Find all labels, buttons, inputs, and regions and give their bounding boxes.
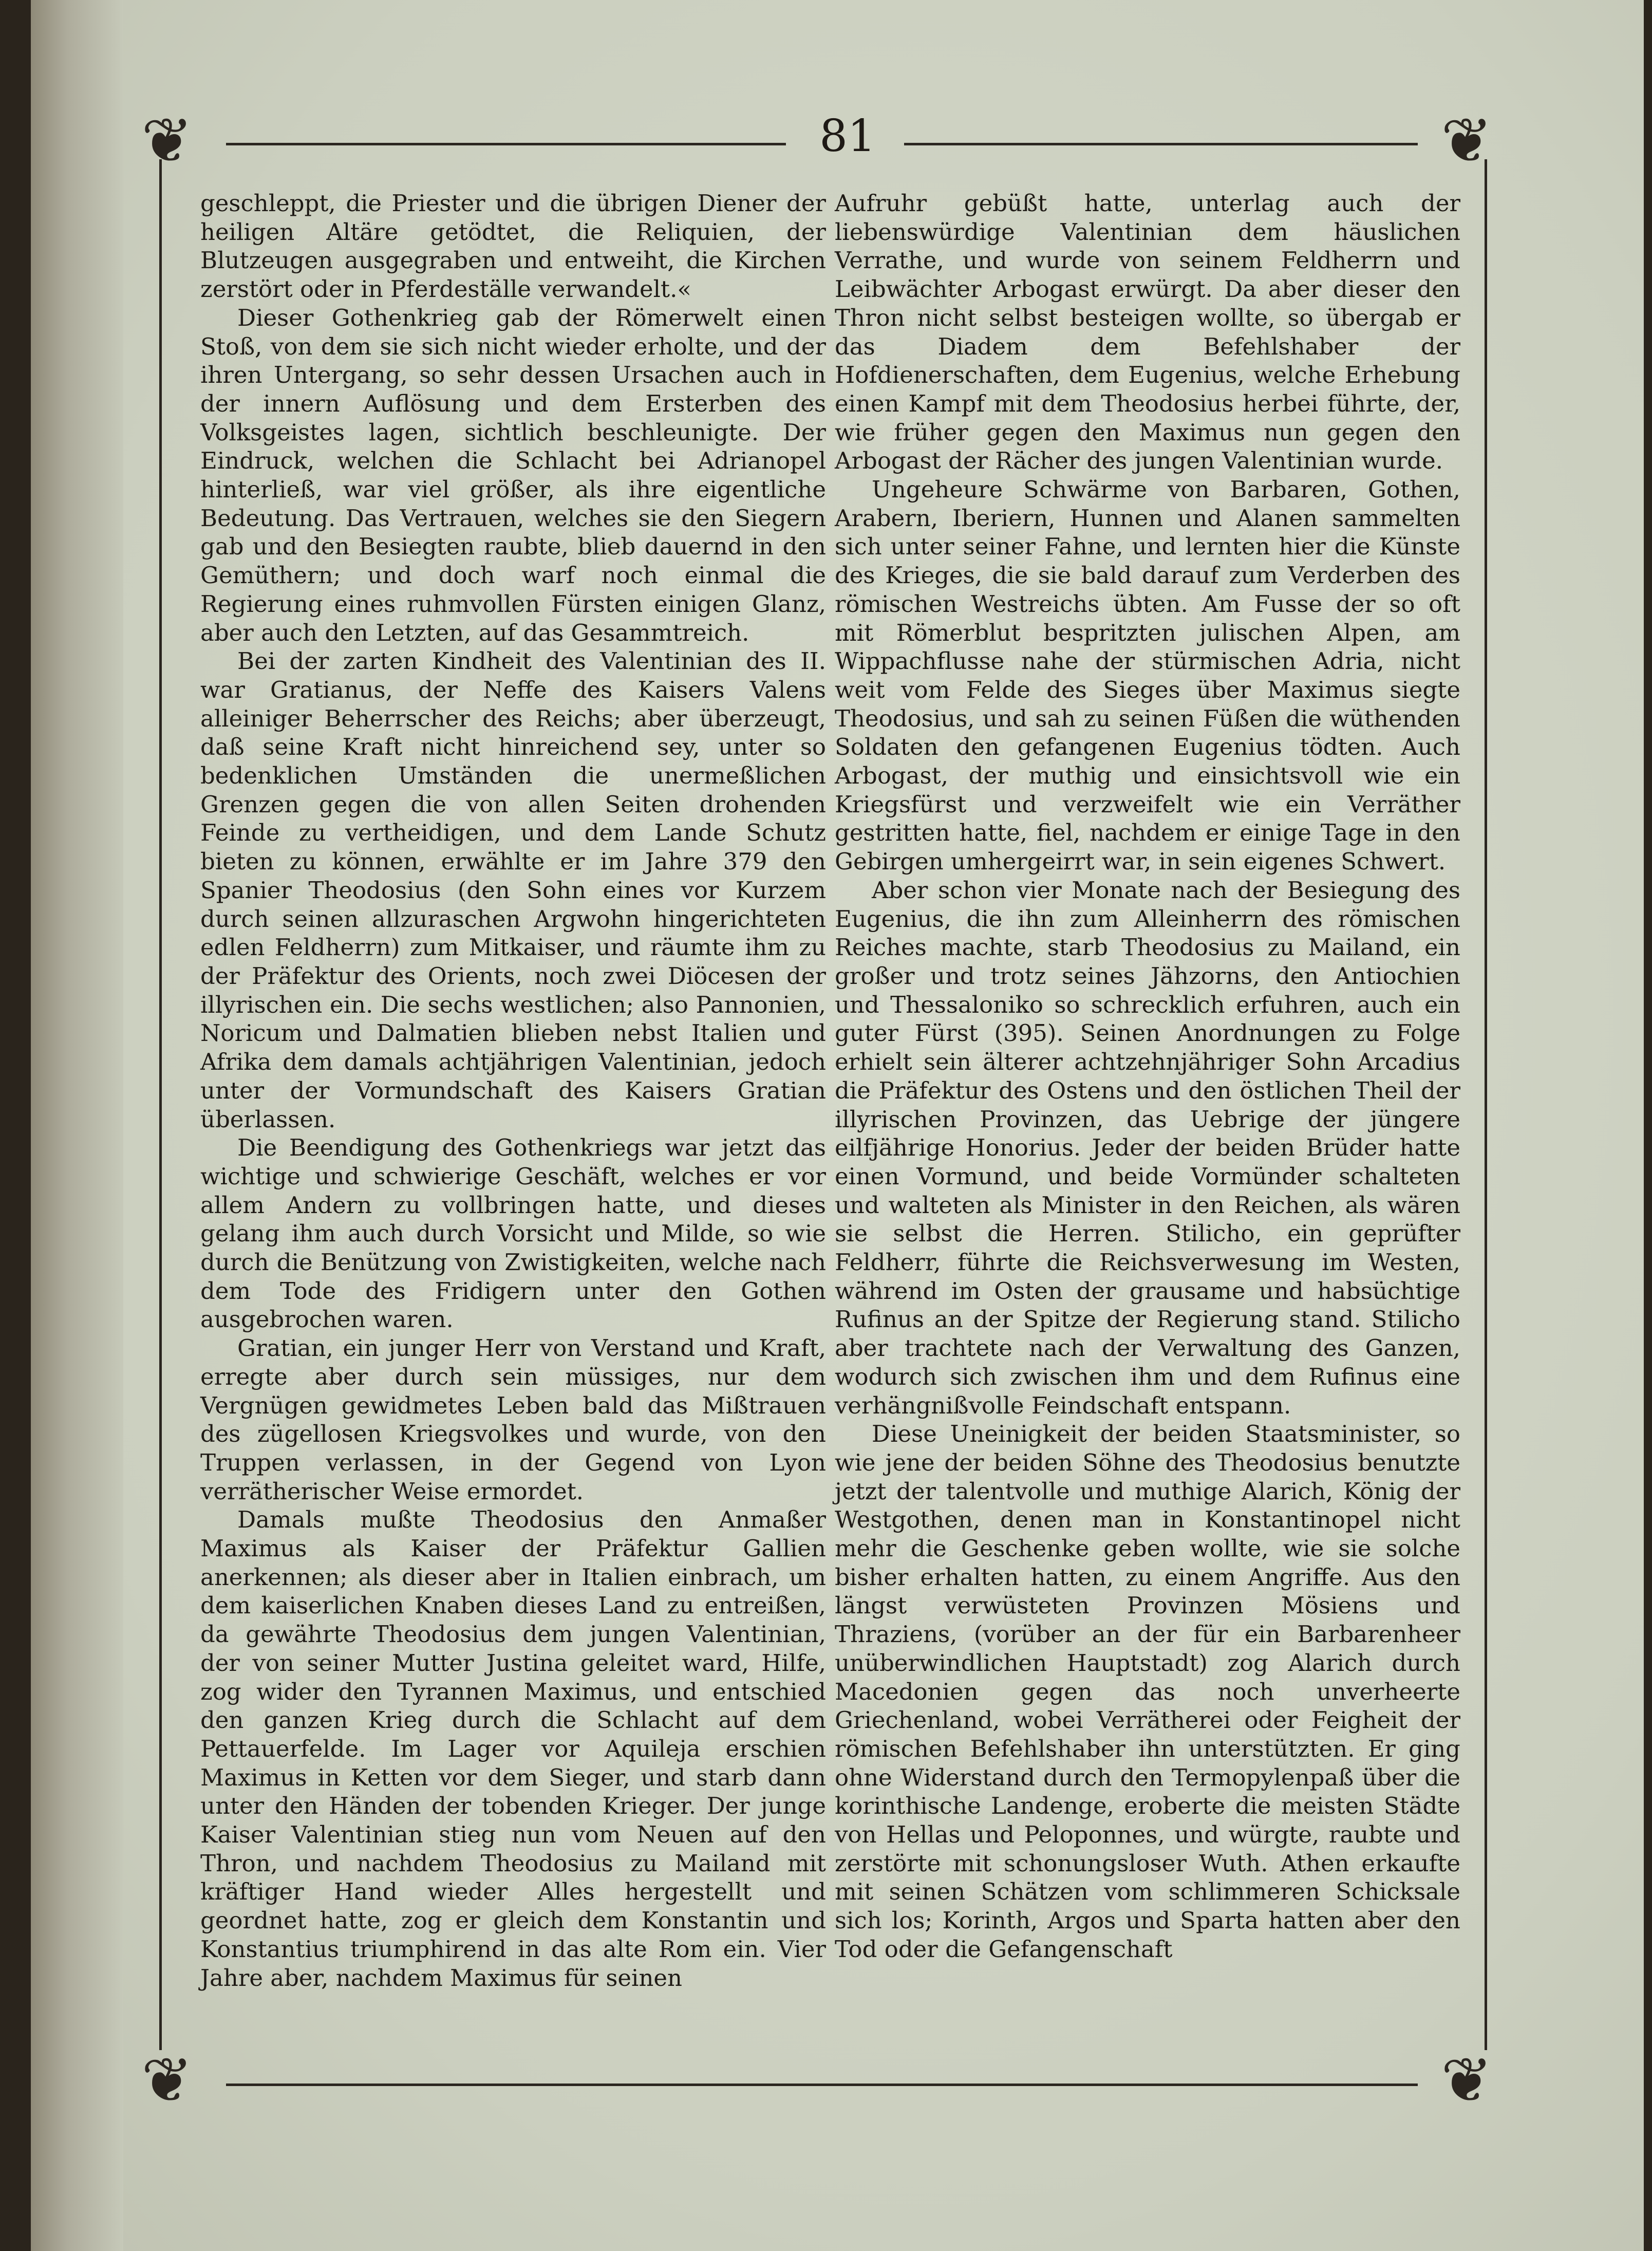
header-rule-left: [226, 143, 786, 145]
corner-ornament-bottom-left: ❦: [141, 2045, 193, 2116]
paragraph: Gratian, ein junger Herr von Verstand und Kraft, erregte aber durch sein müssiges, nur dem Vergnügen gewidmetes Leben bald das Mißtrauen des zügellosen Kriegsvolkes und wurde, von den Truppen verlassen, in der Gegend von Lyon verrätherischer Weise ermordet.: [200, 1334, 826, 1505]
left-text-column: [200, 189, 826, 1992]
paragraph: Dieser Gothenkrieg gab der Römerwelt einen Stoß, von dem sie sich nicht wieder erholte, und der ihren Untergang, so sehr dessen Ursachen auch in der innern Auflösung und dem Ersterben des Volksgeistes lagen, sichtlich beschleunigte. Der Eindruck, welchen die Schlacht bei Adrianopel hinterließ, war viel größer, als ihre eigentliche Bedeutung. Das Vertrauen, welches sie den Siegern gab und den Besiegten raubte, blieb dauernd in den Gemüthern; und doch warf noch einmal die Regierung eines ruhmvollen Fürsten einigen Glanz, aber auch den Letzten, auf das Gesammtreich.: [200, 304, 826, 646]
book-page: [31, 0, 1644, 2251]
corner-ornament-top-right: ❦: [1441, 105, 1493, 177]
book-spine-shadow: [31, 0, 123, 2251]
paragraph: Aufruhr gebüßt hatte, unterlag auch der liebenswürdige Valentinian dem häuslichen Verrathe, und wurde von seinem Feldherrn und Leibwächter Arbogast erwürgt. Da aber dieser den Thron nicht selbst besteigen wollte, so übergab er das Diadem dem Befehlshaber der Hofdienerschaften, dem Eugenius, welche Erhebung einen Kampf mit dem Theodosius herbei führte, der, wie früher gegen den Maximus nun gegen den Arbogast der Rächer des jungen Valentinian wurde.: [835, 190, 1460, 475]
paragraph: Bei der zarten Kindheit des Valentinian des II. war Gratianus, der Neffe des Kaisers Valens alleiniger Beherrscher des Reichs; aber überzeugt, daß seine Kraft nicht hinreichend sey, unter so bedenklichen Umständen die unermeßlichen Grenzen gegen die von allen Seiten drohenden Feinde zu vertheidigen, und dem Lande Schutz bieten zu können, erwählte er im Jahre 379 den Spanier Theodosius (den Sohn eines vor Kurzem durch seinen allzuraschen Argwohn hingerichteten edlen Feldherrn) zum Mitkaiser, und räumte ihm zu der Präfektur des Orients, noch zwei Diöcesen der illyrischen ein. Die sechs westlichen; also Pannonien, Noricum und Dalmatien blieben nebst Italien und Afrika dem damals achtjährigen Valentinian, jedoch unter der Vormundschaft des Kaisers Gratian überlassen.: [200, 647, 826, 1133]
right-text-column: [835, 189, 1460, 1964]
header-rule-right: [904, 143, 1418, 145]
paragraph: Ungeheure Schwärme von Barbaren, Gothen, Arabern, Iberiern, Hunnen und Alanen sammelten sich unter seiner Fahne, und lernten hier die Künste des Krieges, die sie bald darauf zum Verderben des römischen Westreichs übten. Am Fusse der so oft mit Römerblut bespritzten julischen Alpen, am Wippachflusse nahe der stürmischen Adria, nicht weit vom Felde des Sieges über Maximus siegte Theodosius, und sah zu seinen Füßen die wüthenden Soldaten den gefangenen Eugenius tödten. Auch Arbogast, der muthig und einsichtsvoll wie ein Kriegsfürst und verzweifelt wie ein Verräther gestritten hatte, fiel, nachdem er einige Tage in den Gebirgen umhergeirrt war, in sein eigenes Schwert.: [835, 476, 1460, 876]
paragraph: Damals mußte Theodosius den Anmaßer Maximus als Kaiser der Präfektur Gallien anerkennen; als dieser aber in Italien einbrach, um dem kaiserlichen Knaben dieses Land zu entreißen, da gewährte Theodosius dem jungen Valentinian, der von seiner Mutter Justina geleitet ward, Hilfe, zog wider den Tyrannen Maximus, und entschied den ganzen Krieg durch die Schlacht auf dem Pettauerfelde. Im Lager vor Aquileja erschien Maximus in Ketten vor dem Sieger, und starb dann unter den Händen der tobenden Krieger. Der junge Kaiser Valentinian stieg nun vom Neuen auf den Thron, und nachdem Theodosius zu Mailand mit kräftiger Hand wieder Alles hergestellt und geordnet hatte, zog er gleich dem Konstantin und Konstantius triumphirend in das alte Rom ein. Vier Jahre aber, nachdem Maximus für seinen: [200, 1506, 826, 1992]
paragraph: Aber schon vier Monate nach der Besiegung des Eugenius, die ihn zum Alleinherrn des römischen Reiches machte, starb Theodosius zu Mailand, ein großer und trotz seines Jähzorns, den Antiochien und Thessaloniko so schrecklich erfuhren, auch ein guter Fürst (395). Seinen Anordnungen zu Folge erhielt sein älterer achtzehnjähriger Sohn Arcadius die Präfektur des Ostens und den östlichen Theil der illyrischen Provinzen, das Uebrige der jüngere eilfjährige Honorius. Jeder der beiden Brüder hatte einen Vormund, und beide Vormünder schalteten und walteten als Minister in den Reichen, als wären sie selbst die Herren. Stilicho, ein geprüfter Feldherr, führte die Reichsverwesung im Westen, während im Osten der grausame und habsüchtige Rufinus an der Spitze der Regierung stand. Stilicho aber trachtete nach der Verwaltung des Ganzen, wodurch sich zwischen ihm und dem Rufinus eine verhängnißvolle Feindschaft entspann.: [835, 876, 1460, 1419]
left-border-line: [159, 159, 162, 2050]
page-number: 81: [819, 110, 876, 162]
footer-rule: [226, 2083, 1418, 2086]
corner-ornament-bottom-right: ❦: [1441, 2045, 1493, 2116]
right-border-line: [1485, 159, 1487, 2050]
paragraph: Die Beendigung des Gothenkriegs war jetzt das wichtige und schwierige Geschäft, welches er vor allem Andern zu vollbringen hatte, und dieses gelang ihm auch durch Vorsicht und Milde, so wie durch die Benützung von Zwistigkeiten, welche nach dem Tode des Fridigern unter den Gothen ausgebrochen waren.: [200, 1134, 826, 1333]
paragraph: geschleppt, die Priester und die übrigen Diener der heiligen Altäre getödtet, die Reliquien, der Blutzeugen ausgegraben und entweiht, die Kirchen zerstört oder in Pferdeställe verwandelt.«: [200, 190, 826, 303]
paragraph: Diese Uneinigkeit der beiden Staatsminister, so wie jene der beiden Söhne des Theodosius benutzte jetzt der talentvolle und muthige Alarich, König der Westgothen, denen man in Konstantinopel nicht mehr die Geschenke geben wollte, wie sie solche bisher erhalten hatten, zu einem Angriffe. Aus den längst verwüsteten Provinzen Mösiens und Thraziens, (vorüber an der für ein Barbarenheer unüberwindlichen Hauptstadt) zog Alarich durch Macedonien gegen das noch unverheerte Griechenland, wobei Verrätherei oder Feigheit der römischen Befehlshaber ihn unterstützten. Er ging ohne Widerstand durch den Termopylenpaß über die korinthische Landenge, eroberte die meisten Städte von Hellas und Peloponnes, und würgte, raubte und zerstörte mit schonungsloser Wuth. Athen erkaufte mit seinen Schätzen vom schlimmeren Schicksale sich los; Korinth, Argos und Sparta hatten aber den Tod oder die Gefangenschaft: [835, 1420, 1460, 1963]
corner-ornament-top-left: ❦: [141, 105, 193, 177]
